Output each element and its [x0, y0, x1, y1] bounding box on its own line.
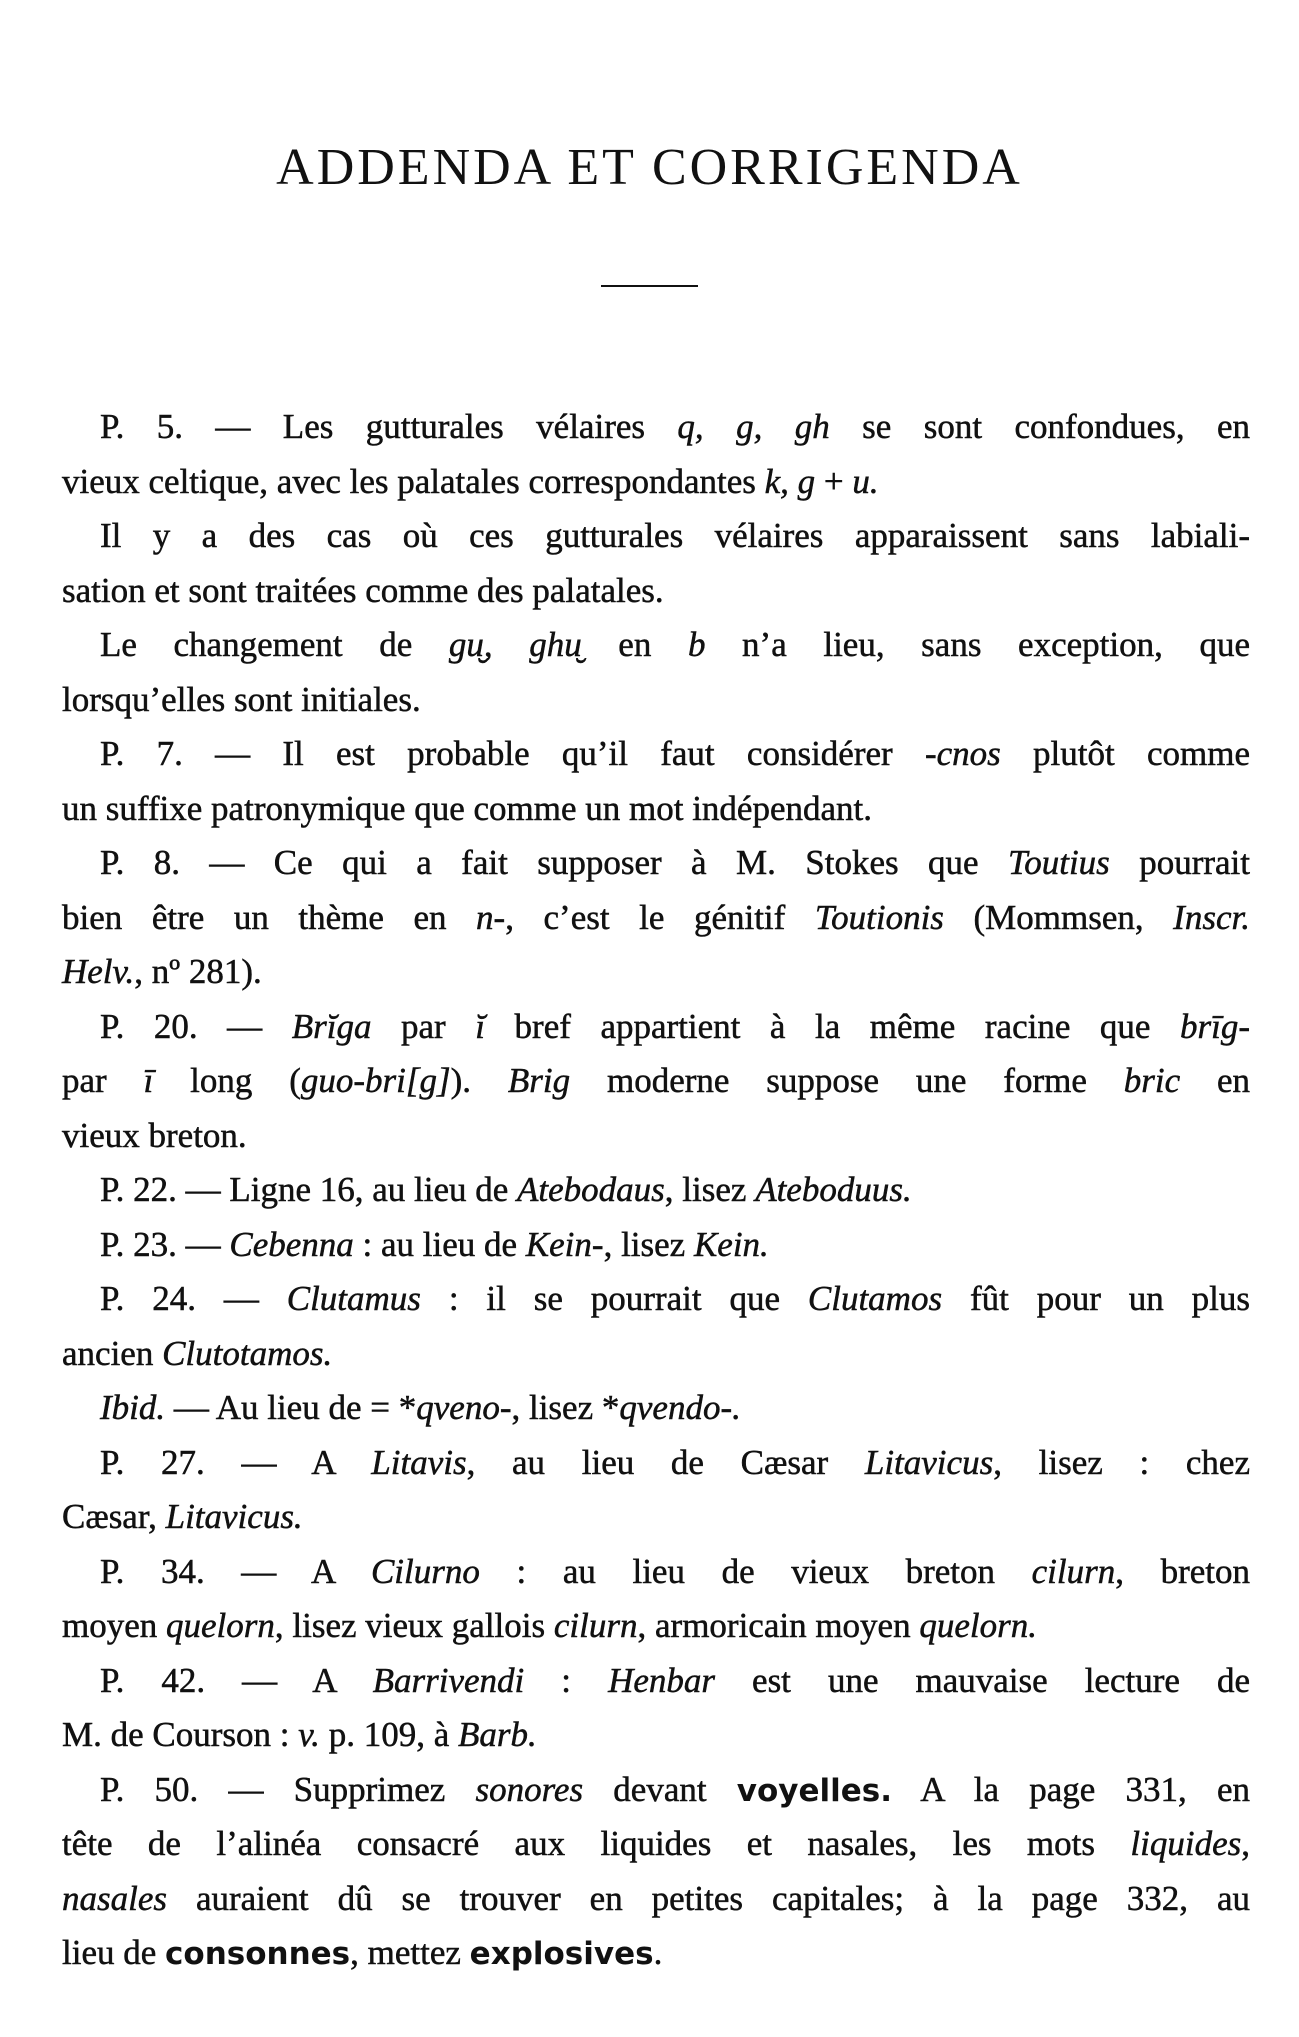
text-segment: Il y a des cas où ces gutturales vélaires apparaissent sans labiali- [100, 516, 1250, 555]
text-line [62, 1817, 1250, 1872]
text-segment: + [815, 461, 853, 501]
text-line [62, 1109, 1250, 1164]
text-segment: P. 34. — A [100, 1551, 371, 1591]
text-segment: P. 50. — Supprimez [100, 1769, 476, 1809]
text-segment: par [62, 1061, 144, 1100]
italic-text: -cnos [924, 734, 1001, 773]
addendum-paragraph [62, 1381, 1250, 1436]
text-segment: , [1241, 1824, 1250, 1863]
text-line [62, 1163, 1250, 1218]
title-divider [601, 285, 698, 287]
text-line [62, 782, 1250, 837]
text-segment: P. 22. — Ligne 16, au lieu de [100, 1170, 518, 1209]
text-line [62, 1436, 1250, 1491]
italic-text: brīg- [1180, 1006, 1250, 1046]
italic-text: Toutius [1007, 843, 1110, 882]
italic-text: u. [852, 461, 879, 501]
italic-text: Barb. [457, 1715, 537, 1754]
text-line [62, 891, 1250, 946]
text-segment: , mettez [350, 1933, 470, 1972]
italic-text: Helv. [62, 952, 135, 991]
italic-text: ĭ [475, 1006, 485, 1046]
text-line [62, 1926, 1250, 1981]
text-segment: P. 20. — [100, 1006, 292, 1046]
addendum-paragraph [62, 1763, 1250, 1981]
addendum-paragraph [62, 1000, 1250, 1164]
text-segment: P. 42. — A [100, 1660, 373, 1700]
text-segment: en [581, 625, 688, 664]
text-line [62, 673, 1250, 728]
text-line [62, 1490, 1250, 1545]
italic-text: cilurn [1031, 1551, 1116, 1591]
text-line [62, 509, 1250, 564]
italic-text: gu̮, ghu̮ [448, 625, 582, 664]
text-segment: tête de l’alinéa consacré aux liquides et nasales, les mots [62, 1824, 1131, 1863]
text-segment: vieux breton. [62, 1115, 247, 1155]
text-segment: moderne suppose une forme [570, 1061, 1124, 1100]
italic-text: qveno- [416, 1388, 512, 1427]
text-segment: lieu de [62, 1933, 166, 1972]
text-segment: , lisez * [511, 1388, 620, 1427]
text-segment: lorsqu’elles sont initiales. [62, 679, 421, 719]
italic-text: q, g, gh [677, 407, 830, 446]
text-segment: est une mauvaise lecture de [715, 1660, 1250, 1700]
text-segment: , lisez vieux gallois [274, 1606, 554, 1645]
text-segment: (Mommsen, [943, 897, 1174, 937]
italic-text: n- [476, 897, 506, 937]
text-line [62, 1654, 1250, 1709]
text-line [62, 1708, 1250, 1763]
text-segment: auraient dû se trouver en petites capitales; à la page 332, au [167, 1878, 1250, 1918]
italic-text: Kein- [525, 1224, 604, 1264]
text-line [62, 1872, 1250, 1927]
text-segment: Le changement de [100, 625, 449, 664]
italic-text: Brĭga [291, 1006, 372, 1046]
italic-text: Atebodaus [517, 1170, 665, 1209]
text-line [62, 455, 1250, 510]
italic-text: b [687, 625, 706, 664]
addendum-paragraph [62, 1163, 1250, 1218]
italic-text: Clutamus [286, 1279, 421, 1318]
text-segment: , c’est le génitif [505, 897, 815, 937]
italic-text: Clutamos [807, 1279, 943, 1318]
text-segment: un suffixe patronymique que comme un mot indépendant. [62, 788, 873, 828]
text-segment: M. de Courson : [62, 1715, 299, 1754]
text-segment: P. 27. — A [100, 1442, 372, 1482]
italic-text: Litavicus. [165, 1497, 303, 1536]
text-segment: pourrait [1109, 843, 1250, 882]
italic-text: Inscr. [1173, 897, 1250, 937]
text-segment: se sont confondues, en [829, 407, 1251, 446]
addendum-paragraph [62, 1545, 1250, 1654]
text-line [62, 618, 1250, 673]
text-segment: moyen [62, 1606, 167, 1645]
italic-text: Ibid. [100, 1388, 166, 1427]
italic-text: Clutotamos. [162, 1333, 333, 1373]
italic-text: Litavis [371, 1442, 467, 1482]
italic-text: bric [1123, 1061, 1181, 1100]
text-line [62, 1000, 1250, 1055]
text-segment: , au lieu de Cæsar [466, 1442, 865, 1482]
italic-text: guo-bri[g] [300, 1061, 451, 1100]
text-segment: , nº 281). [134, 952, 262, 991]
text-segment: , lisez : chez [993, 1442, 1250, 1482]
italic-text: cilurn [553, 1606, 638, 1645]
addendum-paragraph [62, 836, 1250, 1000]
italic-text: ī [143, 1061, 154, 1100]
text-segment: P. 7. — Il est probable qu’il faut considérer [100, 734, 925, 773]
text-segment: n’a lieu, sans exception, que [705, 625, 1250, 664]
italic-text: Cilurno [370, 1551, 480, 1591]
bold-text: voyelles. [736, 1772, 893, 1809]
text-segment: — Au lieu de = * [165, 1388, 417, 1427]
italic-text: Toutionis [814, 897, 944, 937]
text-segment: P. 24. — [100, 1279, 287, 1318]
italic-text: quelorn [166, 1606, 275, 1645]
text-segment: long ( [153, 1061, 301, 1100]
text-line [62, 727, 1250, 782]
italic-text: Cebenna [229, 1224, 354, 1264]
text-line [62, 400, 1250, 455]
text-line [62, 564, 1250, 619]
text-line [62, 1381, 1250, 1436]
addendum-paragraph [62, 400, 1250, 509]
text-segment: P. 5. — Les gutturales vélaires [100, 407, 678, 446]
text-segment: ). [450, 1061, 508, 1100]
text-segment: p. 109, à [319, 1715, 458, 1754]
bold-text: explosives [469, 1936, 654, 1972]
text-segment: Cæsar, [62, 1497, 166, 1536]
addenda-text [62, 400, 1250, 1981]
text-line [62, 1545, 1250, 1600]
italic-text: k, g [764, 461, 816, 501]
italic-text: v. [298, 1715, 320, 1754]
italic-text: sonores [475, 1769, 584, 1809]
addendum-paragraph [62, 727, 1250, 836]
text-segment: P. 8. — Ce qui a fait supposer à M. Stokes que [100, 843, 1008, 882]
italic-text: Henbar [608, 1660, 715, 1700]
addendum-paragraph [62, 618, 1250, 727]
text-segment: par [371, 1006, 476, 1046]
italic-text: Litavicus [864, 1442, 994, 1482]
text-segment: bref appartient à la même racine que [485, 1006, 1180, 1046]
text-line [62, 1327, 1250, 1382]
italic-text: Brig [507, 1061, 571, 1100]
text-line [62, 945, 1250, 1000]
bold-text: consonnes [165, 1936, 351, 1972]
text-segment: P. 23. — [100, 1224, 230, 1264]
text-segment: plutôt comme [1000, 734, 1250, 773]
text-line [62, 836, 1250, 891]
addendum-paragraph [62, 1218, 1250, 1273]
text-line [62, 1218, 1250, 1273]
page-title: ADDENDA ET CORRIGENDA [276, 139, 1023, 196]
text-segment: , breton [1115, 1551, 1250, 1591]
text-segment: : au lieu de vieux breton [479, 1551, 1032, 1591]
text-segment: , armoricain moyen [637, 1606, 920, 1645]
addendum-paragraph [62, 1654, 1250, 1763]
italic-text: Kein. [693, 1224, 769, 1264]
addendum-paragraph [62, 1272, 1250, 1381]
italic-text: liquides [1130, 1824, 1242, 1863]
text-line [62, 1272, 1250, 1327]
text-segment: vieux celtique, avec les palatales correspondantes [62, 461, 765, 501]
italic-text: qvendo-. [619, 1388, 741, 1427]
text-line [62, 1763, 1250, 1818]
italic-text: Barrivendi [372, 1660, 525, 1700]
text-segment: bien être un thème en [62, 897, 477, 937]
italic-text: nasales [62, 1878, 167, 1918]
italic-text: quelorn. [919, 1606, 1037, 1645]
text-segment: , lisez [664, 1170, 756, 1209]
text-segment: fût pour un plus [942, 1279, 1250, 1318]
text-segment: : [524, 1660, 609, 1700]
text-segment: A la page 331, en [892, 1769, 1250, 1809]
text-segment: en [1180, 1061, 1250, 1100]
text-segment: , lisez [603, 1224, 694, 1264]
text-segment: sation et sont traitées comme des palatales. [62, 570, 664, 610]
text-segment: : il se pourrait que [420, 1279, 808, 1318]
text-line [62, 1054, 1250, 1109]
text-segment: devant [583, 1769, 737, 1809]
addendum-paragraph [62, 509, 1250, 618]
text-line [62, 1599, 1250, 1654]
text-segment: : au lieu de [353, 1224, 526, 1264]
text-segment: ancien [62, 1333, 163, 1373]
addendum-paragraph [62, 1436, 1250, 1545]
italic-text: Ateboduus. [755, 1170, 912, 1209]
text-segment: . [653, 1933, 663, 1972]
